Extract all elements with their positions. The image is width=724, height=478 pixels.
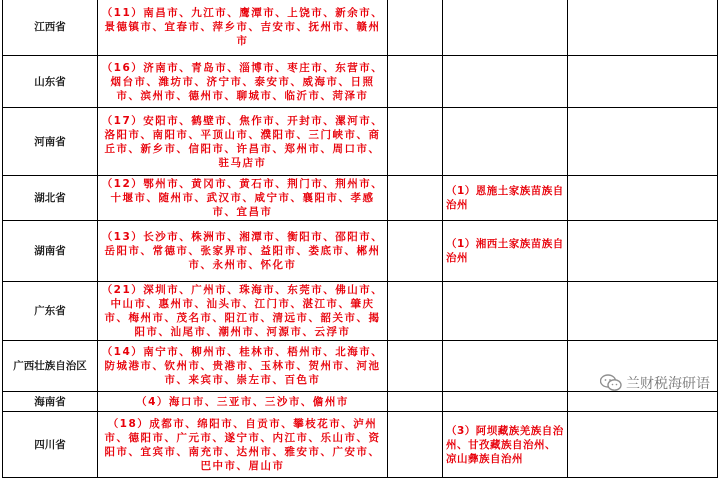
empty-cell (388, 412, 443, 478)
cities-cell: （11）南昌市、九江市、鹰潭市、上饶市、新余市、景德镇市、宜春市、萍乡市、吉安市、抚州市、赣州市 (98, 0, 388, 56)
empty-cell (388, 392, 443, 412)
province-cell: 山东省 (3, 56, 98, 108)
autonomous-cell: （1）湘西土家族苗族自治州 (443, 221, 568, 282)
cities-cell: （12）鄂州市、黄冈市、黄石市、荆门市、荆州市、十堰市、随州市、武汉市、咸宁市、襄阳市、孝感市、宜昌市 (98, 176, 388, 221)
table-row (3, 108, 718, 176)
autonomous-cell (443, 56, 568, 108)
table-row (3, 392, 718, 412)
cities-cell: （17）安阳市、鹤壁市、焦作市、开封市、漯河市、洛阳市、南阳市、平顶山市、濮阳市、三门峡市、商丘市、新乡市、信阳市、许昌市、郑州市、周口市、驻马店市 (98, 108, 388, 176)
table-row (3, 221, 718, 282)
empty-cell (388, 341, 443, 392)
autonomous-cell (443, 341, 568, 392)
empty-cell (568, 282, 718, 341)
cities-cell: （13）长沙市、株洲市、湘潭市、衡阳市、邵阳市、岳阳市、常德市、张家界市、益阳市、娄底市、郴州市、永州市、怀化市 (98, 221, 388, 282)
empty-cell (388, 108, 443, 176)
province-cell: 湖北省 (3, 176, 98, 221)
cities-cell: （18）成都市、绵阳市、自贡市、攀枝花市、泸州市、德阳市、广元市、遂宁市、内江市、乐山市、资阳市、宜宾市、南充市、达州市、雅安市、广安市、巴中市、眉山市 (98, 412, 388, 478)
wechat-icon (600, 374, 622, 392)
table-row (3, 282, 718, 341)
cities-cell: （4）海口市、三亚市、三沙市、儋州市 (98, 392, 388, 412)
watermark (600, 373, 710, 393)
watermark-text: 兰财税海研语 (626, 376, 710, 392)
province-cell: 广东省 (3, 282, 98, 341)
autonomous-cell (443, 282, 568, 341)
empty-cell (568, 221, 718, 282)
province-cell: 江西省 (3, 0, 98, 56)
empty-cell (388, 0, 443, 56)
region-table (2, 0, 718, 478)
table-row (3, 176, 718, 221)
autonomous-cell: （1）恩施土家族苗族自治州 (443, 176, 568, 221)
cities-cell: （21）深圳市、广州市、珠海市、东莞市、佛山市、中山市、惠州市、汕头市、江门市、湛江市、肇庆市、梅州市、茂名市、阳江市、清远市、韶关市、揭阳市、汕尾市、潮州市、河源市、云浮市 (98, 282, 388, 341)
province-cell: 湖南省 (3, 221, 98, 282)
empty-cell (388, 221, 443, 282)
empty-cell (568, 176, 718, 221)
empty-cell (388, 176, 443, 221)
cities-cell: （14）南宁市、柳州市、桂林市、梧州市、北海市、防城港市、钦州市、贵港市、玉林市、贺州市、河池市、来宾市、崇左市、百色市 (98, 341, 388, 392)
empty-cell (568, 392, 718, 412)
table-row (3, 56, 718, 108)
autonomous-cell (443, 0, 568, 56)
province-cell: 海南省 (3, 392, 98, 412)
empty-cell (568, 412, 718, 478)
empty-cell (388, 282, 443, 341)
empty-cell (388, 56, 443, 108)
table-row (3, 412, 718, 478)
province-cell: 河南省 (3, 108, 98, 176)
empty-cell (568, 0, 718, 56)
cities-cell: （16）济南市、青岛市、淄博市、枣庄市、东营市、烟台市、潍坊市、济宁市、泰安市、威海市、日照市、滨州市、德州市、聊城市、临沂市、菏泽市 (98, 56, 388, 108)
province-cell: 四川省 (3, 412, 98, 478)
region-table-body (3, 0, 718, 478)
empty-cell (568, 108, 718, 176)
province-cell: 广西壮族自治区 (3, 341, 98, 392)
autonomous-cell (443, 108, 568, 176)
autonomous-cell (443, 392, 568, 412)
table-row (3, 0, 718, 56)
empty-cell (568, 56, 718, 108)
autonomous-cell: （3）阿坝藏族羌族自治州、甘孜藏族自治州、凉山彝族自治州 (443, 412, 568, 478)
